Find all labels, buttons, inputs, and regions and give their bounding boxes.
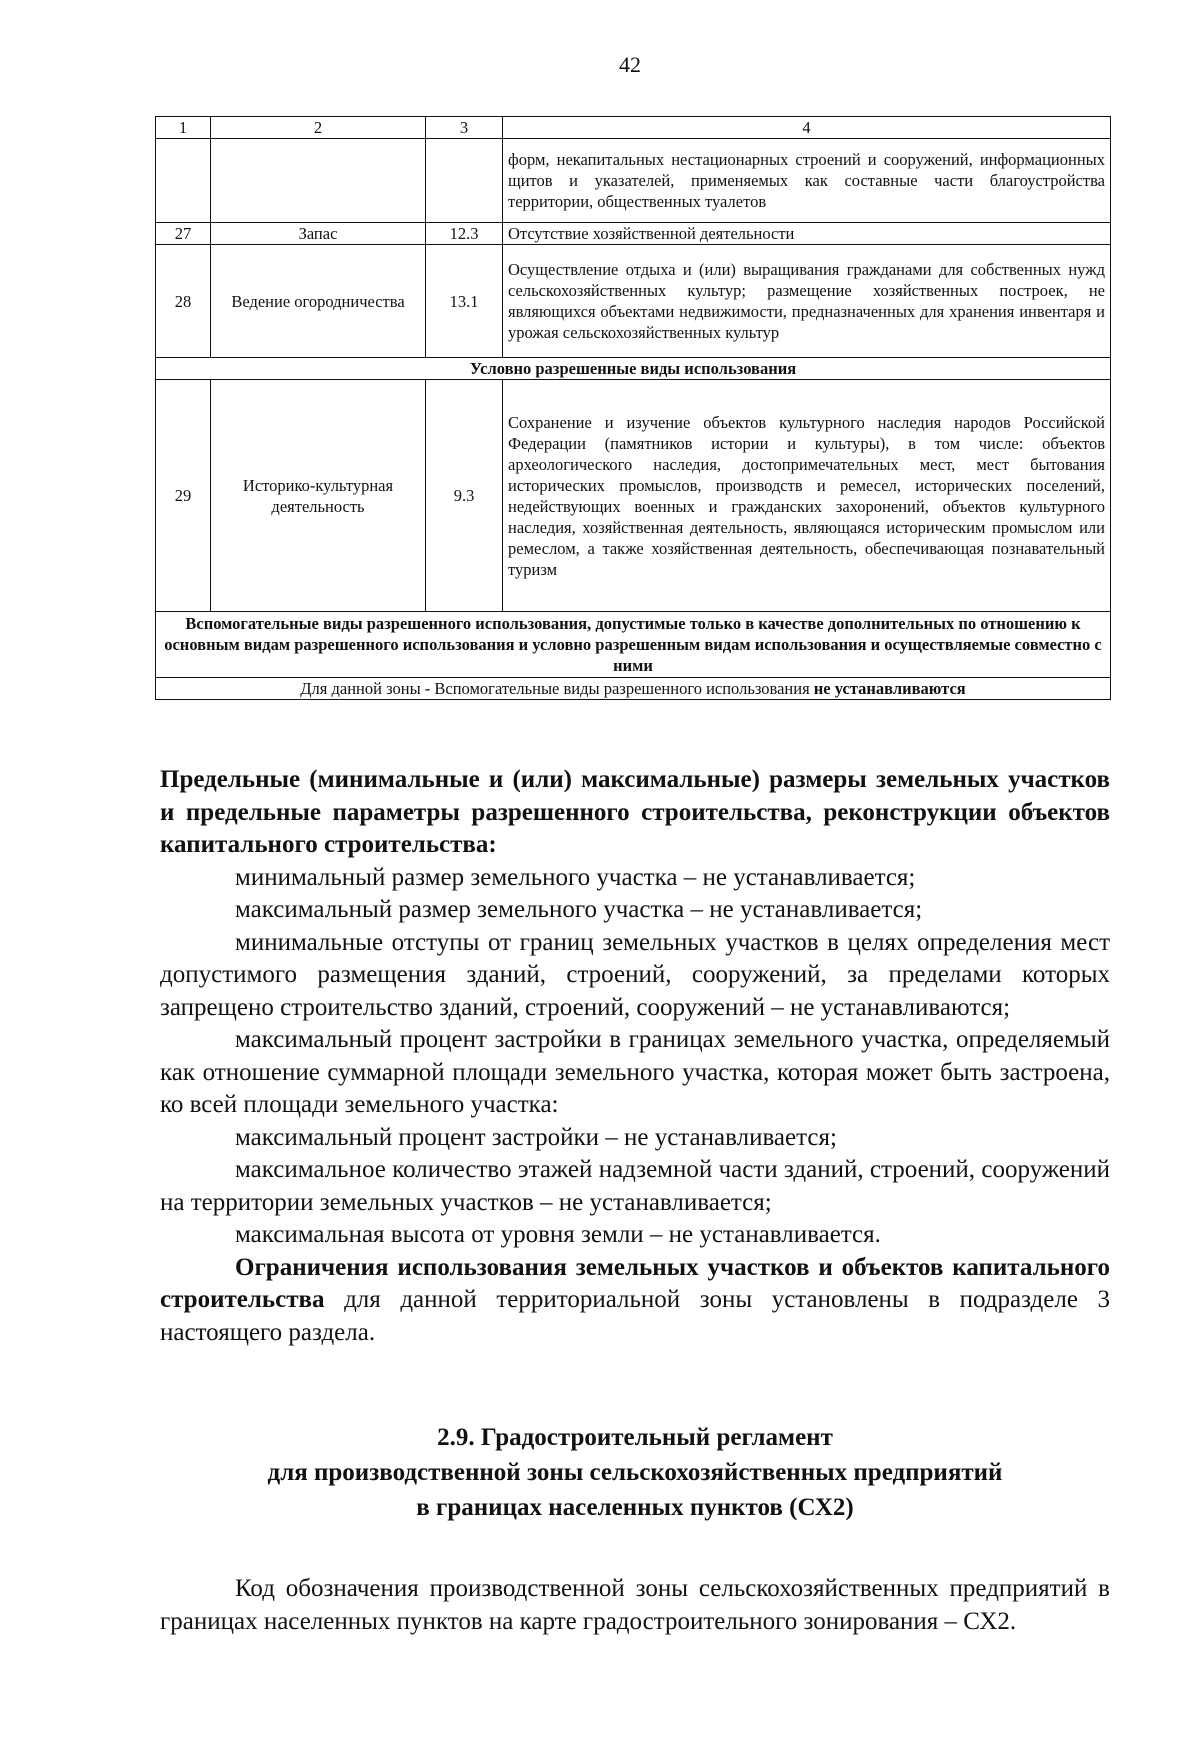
- section-title-line: в границах населенных пунктов (СХ2): [416, 1494, 854, 1521]
- row-desc: Отсутствие хозяйственной деятельности: [503, 223, 1111, 245]
- restrictions-rest: для данной территориальной зоны установлены в подразделе 3 настоящего раздела.: [160, 1286, 1110, 1346]
- row-code: 13.1: [426, 245, 503, 358]
- row-code: 12.3: [426, 223, 503, 245]
- row-num: 27: [156, 223, 211, 245]
- restrictions-paragraph: [160, 1252, 1110, 1350]
- limit-item: максимальный процент застройки – не устанавливается;: [235, 1123, 837, 1151]
- row-name: Запас: [211, 223, 426, 245]
- page-number: 42: [619, 52, 641, 77]
- row-code: 9.3: [426, 380, 503, 612]
- land-use-table: [155, 116, 1111, 700]
- header-cell-code: 3: [426, 117, 503, 139]
- conditional-uses-header-row: [156, 358, 1111, 380]
- auxiliary-uses-header-row: [156, 612, 1111, 678]
- table-row: [156, 139, 1111, 223]
- section-title-line: 2.9. Градостроительный регламент: [437, 1424, 833, 1451]
- limit-item: максимальный процент застройки в границах земельного участка, определяемый как отношение суммарной площади земельного участка, которая может быть застроена, ко всей площади земельного участка:: [160, 1026, 1110, 1118]
- auxiliary-uses-header: Вспомогательные виды разрешенного использования, допустимые только в качестве дополнительных по отношению к основным видам разрешенного использования и условно разрешенным видам использования и осуществляемые совместно с ними: [156, 612, 1111, 678]
- limit-item: максимальный размер земельного участка – не устанавливается;: [235, 896, 923, 923]
- auxiliary-uses-note-row: [156, 678, 1111, 700]
- limits-section: [160, 764, 1110, 1349]
- row-desc: Сохранение и изучение объектов культурного наследия народов Российской Федерации (памятников истории и культуры), в том числе: объектов археологического наследия, достопримечательных мест, мест бытования исторических промыслов, производств и ремесел, исторических поселений, недействующих военных и гражданских захоронений, объектов культурного наследия, хозяйственная деятельность, являющаяся историческим промыслом или ремеслом, а также хозяйственная деятельность, обеспечивающая познавательный туризм: [503, 380, 1111, 612]
- row-num: 29: [156, 380, 211, 612]
- table-row: [156, 223, 1111, 245]
- limit-item: максимальная высота от уровня земли – не устанавливается.: [235, 1221, 881, 1248]
- limit-item: максимальное количество этажей надземной части зданий, строений, сооружений на территории земельных участков – не устанавливается;: [160, 1156, 1110, 1216]
- row-name: Ведение огородничества: [211, 245, 426, 358]
- section-title-line: для производственной зоны сельскохозяйственных предприятий: [267, 1459, 1003, 1486]
- table-header-row: [156, 117, 1111, 139]
- header-cell-name: 2: [211, 117, 426, 139]
- table-row: [156, 380, 1111, 612]
- zone-code-paragraph: Код обозначения производственной зоны сельскохозяйственных предприятий в границах населенных пунктов на карте градостроительного зонирования – СХ2.: [160, 1575, 1110, 1635]
- table-row: [156, 245, 1111, 358]
- header-cell-desc: 4: [503, 117, 1111, 139]
- header-cell-num: 1: [156, 117, 211, 139]
- row-name: Историко-культурная деятельность: [211, 380, 426, 612]
- restrictions-bold: Ограничения использования земельных участков и объектов капитального строительства: [160, 1253, 1110, 1313]
- limit-item: минимальный размер земельного участка – не устанавливается;: [235, 863, 916, 891]
- section-title: [160, 1420, 1110, 1525]
- limit-item: минимальные отступы от границ земельных участков в целях определения мест допустимого размещения зданий, строений, сооружений, за пределами которых запрещено строительство зданий, строений, сооружений – не устанавливаются;: [160, 928, 1110, 1021]
- continuation-desc: форм, некапитальных нестационарных строений и сооружений, информационных щитов и указателей, применяемых как составные части благоустройства территории, общественных туалетов: [503, 139, 1111, 223]
- row-num: 28: [156, 245, 211, 358]
- conditional-uses-header: Условно разрешенные виды использования: [156, 358, 1111, 380]
- auxiliary-uses-note: [156, 678, 1111, 700]
- auxiliary-note-bold: не устанавливаются: [813, 679, 966, 698]
- row-desc: Осуществление отдыха и (или) выращивания гражданами для собственных нужд сельскохозяйственных культур; размещение хозяйственных построек, не являющихся объектами недвижимости, предназначенных для хранения инвентаря и урожая сельскохозяйственных культур: [503, 245, 1111, 358]
- limits-heading: Предельные (минимальные и (или) максимальные) размеры земельных участков и предельные параметры разрешенного строительства, реконструкции объектов капитального строительства:: [160, 766, 1110, 858]
- auxiliary-note-prefix: Для данной зоны - Вспомогательные виды разрешенного использования: [300, 679, 810, 698]
